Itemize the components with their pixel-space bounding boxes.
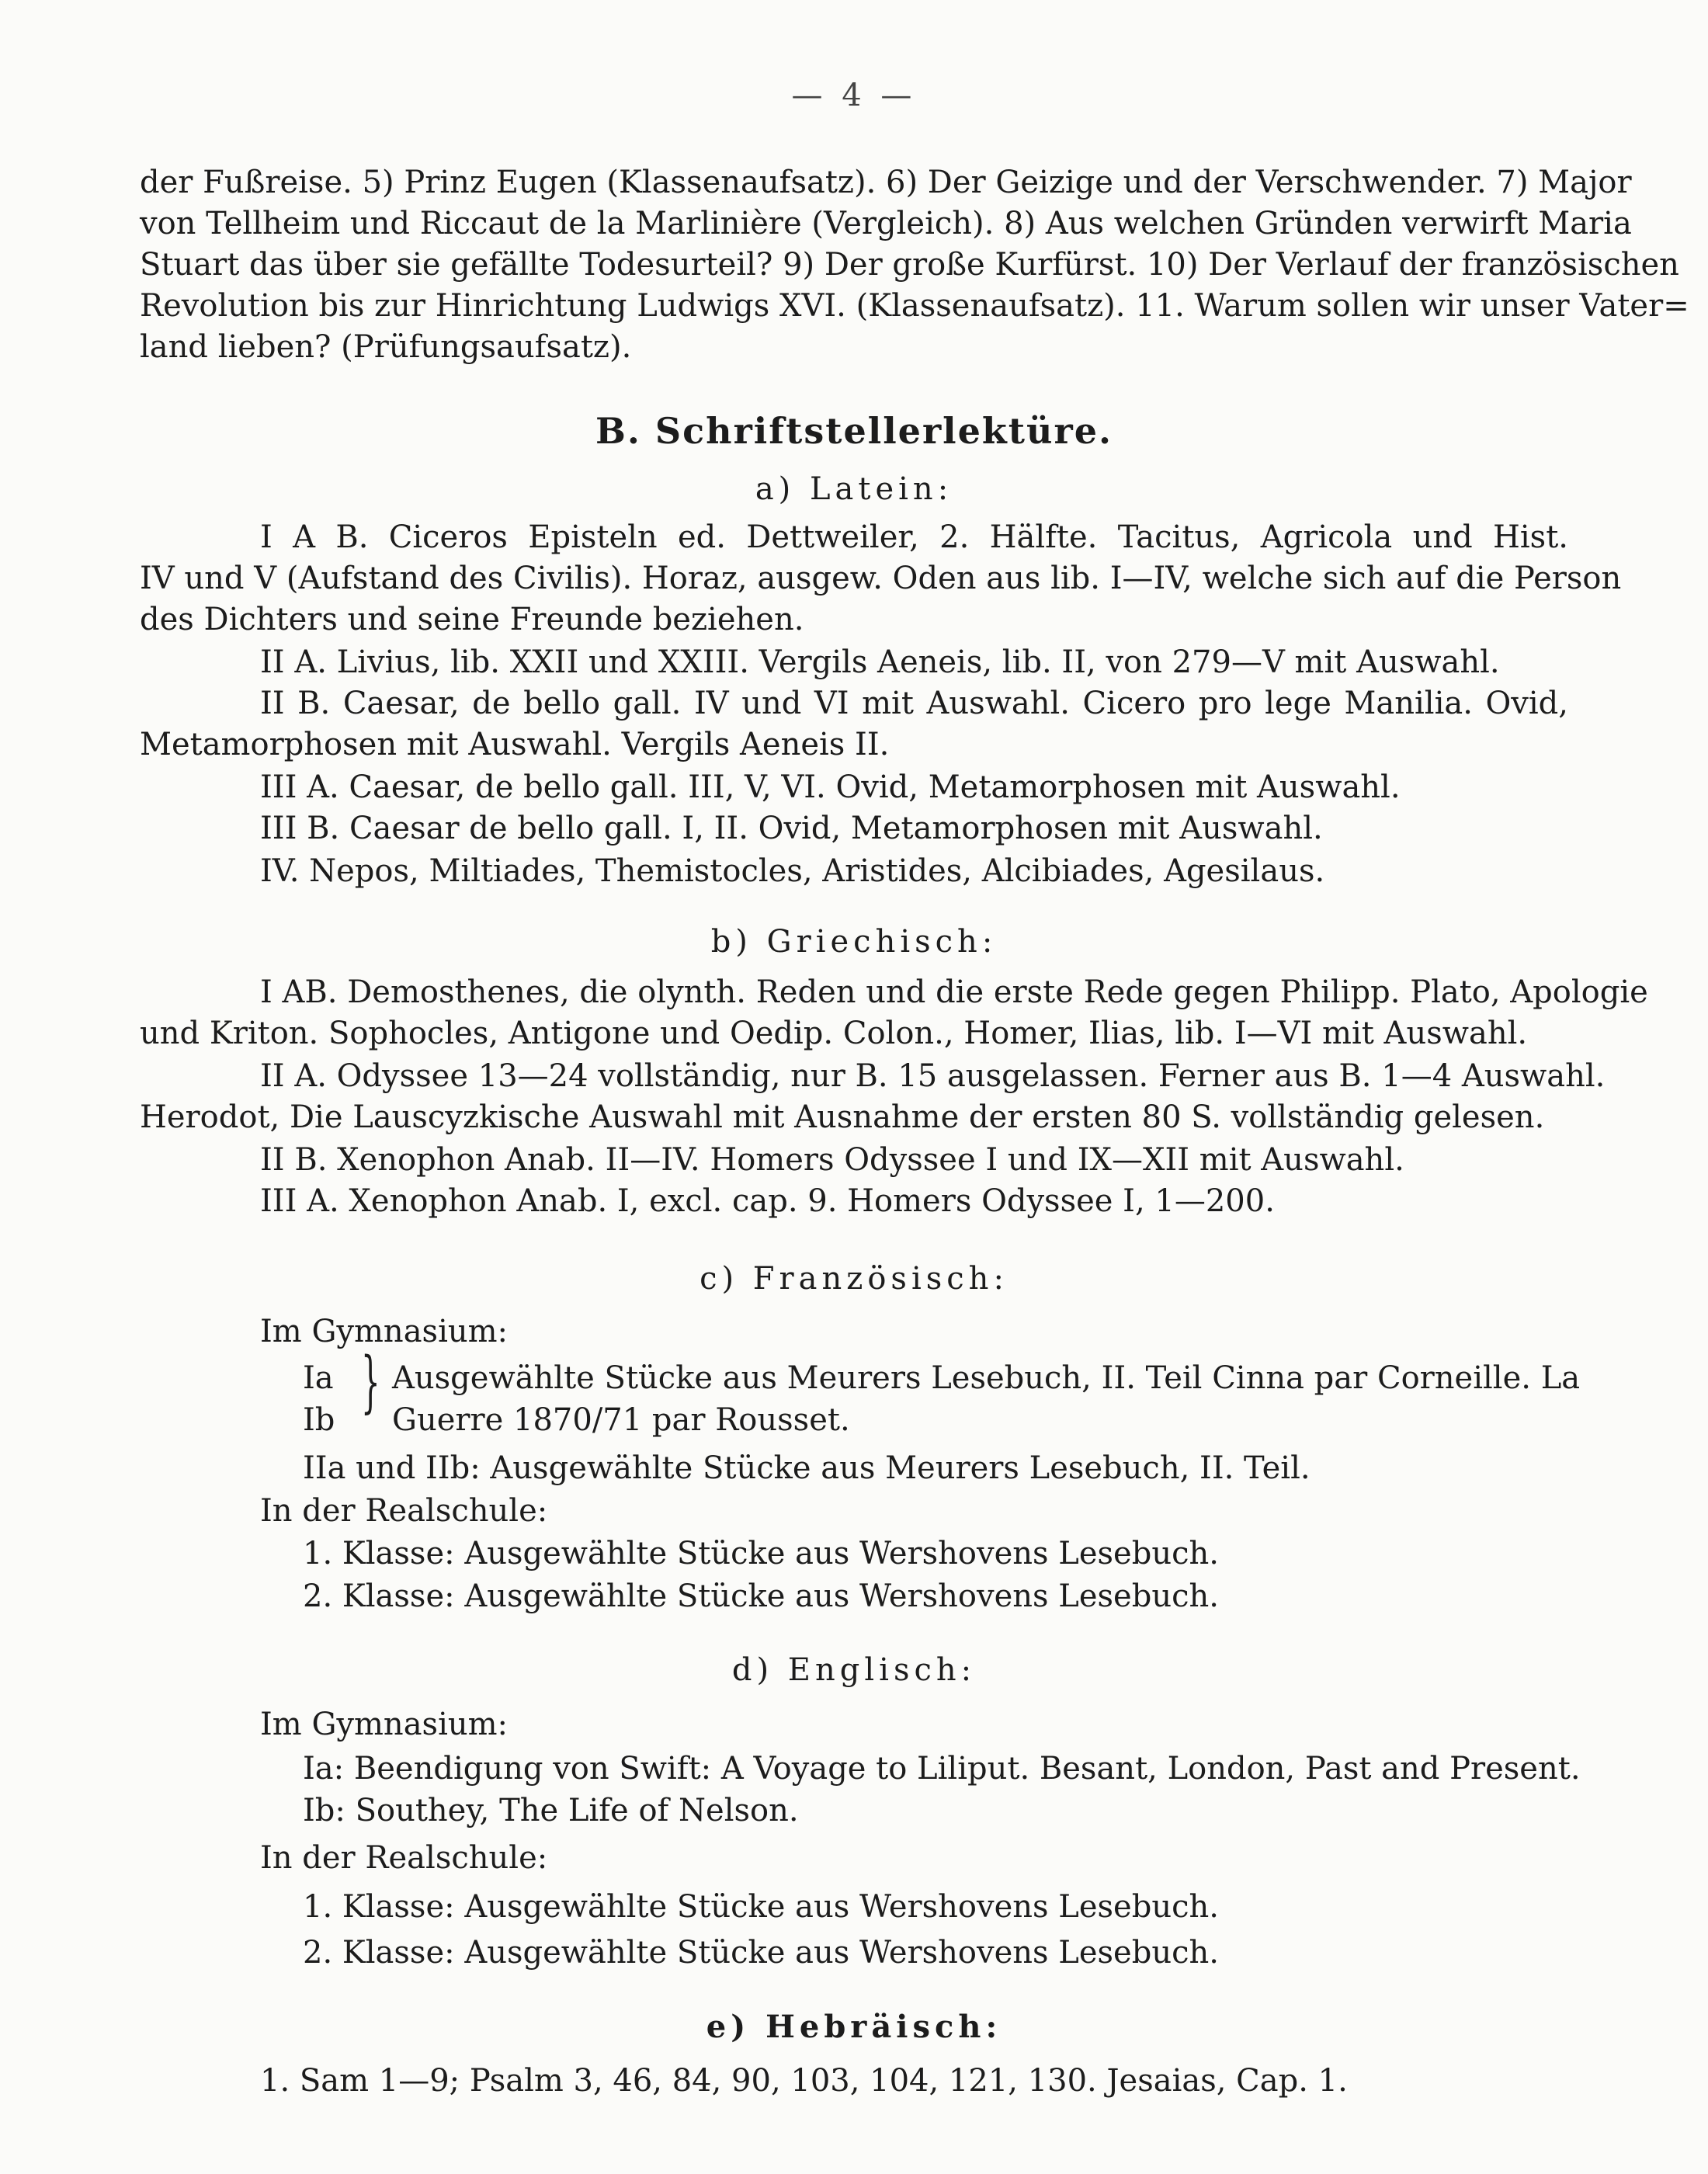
intro-line: land lieben? (Prüfungsaufsatz). <box>140 329 632 365</box>
intro-line: Stuart das über sie gefällte Todesurteil? 9) Der große Kurfürst. 10) Der Verlauf der französischen <box>140 247 1679 283</box>
hebraeisch-line: 1. Sam 1—9; Psalm 3, 46, 84, 90, 103, 104, 121, 130. Jesaias, Cap. 1. <box>260 2063 1348 2099</box>
franzoesisch-line: 2. Klasse: Ausgewählte Stücke aus Wershovens Lesebuch. <box>303 1578 1219 1614</box>
subsection-title: d) Englisch: <box>731 1652 977 1688</box>
griechisch-line: II B. Xenophon Anab. II—IV. Homers Odyssee I und IX—XII mit Auswahl. <box>260 1142 1404 1178</box>
intro-line: der Fußreise. 5) Prinz Eugen (Klassenaufsatz). 6) Der Geizige und der Verschwender. 7) Major <box>140 165 1632 200</box>
page-number: — 4 — <box>791 78 917 113</box>
class-label: Ib <box>303 1402 335 1438</box>
franzoesisch-line: Ausgewählte Stücke aus Meurers Lesebuch, II. Teil Cinna par Corneille. La <box>392 1360 1581 1396</box>
franzoesisch-line: Guerre 1870/71 par Rousset. <box>392 1402 850 1438</box>
latein-line: Metamorphosen mit Auswahl. Vergils Aeneis II. <box>140 727 890 762</box>
latein-line: IV und V (Aufstand des Civilis). Horaz, ausgew. Oden aus lib. I—IV, welche sich auf die Person <box>140 561 1622 596</box>
latein-line: III B. Caesar de bello gall. I, II. Ovid, Metamorphosen mit Auswahl. <box>260 811 1323 846</box>
intro-line: von Tellheim und Riccaut de la Marlinière (Vergleich). 8) Aus welchen Gründen verwirft Maria <box>140 206 1632 241</box>
englisch-line: 1. Klasse: Ausgewählte Stücke aus Wershovens Lesebuch. <box>303 1889 1219 1925</box>
griechisch-line: Herodot, Die Lauscyzkische Auswahl mit Ausnahme der ersten 80 S. vollständig gelesen. <box>140 1099 1545 1135</box>
realschule-label: In der Realschule: <box>260 1840 548 1876</box>
subsection-title: e) Hebräisch: <box>706 2009 1002 2045</box>
gymnasium-label: Im Gymnasium: <box>260 1707 509 1742</box>
griechisch-line: I AB. Demosthenes, die olynth. Reden und die erste Rede gegen Philipp. Plato, Apologie <box>260 974 1648 1010</box>
griechisch-line: III A. Xenophon Anab. I, excl. cap. 9. Homers Odyssee I, 1—200. <box>260 1183 1275 1219</box>
griechisch-line: und Kriton. Sophocles, Antigone und Oedip. Colon., Homer, Ilias, lib. I—VI mit Auswahl. <box>140 1016 1528 1051</box>
section-heading: B. Schriftstellerlektüre. <box>595 410 1113 452</box>
griechisch-line: II A. Odyssee 13—24 vollständig, nur B. 15 ausgelassen. Ferner aus B. 1—4 Auswahl. <box>260 1058 1606 1094</box>
latein-line: II A. Livius, lib. XXII und XXIII. Vergils Aeneis, lib. II, von 279—V mit Auswahl. <box>260 644 1500 680</box>
englisch-line: Ib: Southey, The Life of Nelson. <box>303 1793 799 1828</box>
franzoesisch-line: IIa und IIb: Ausgewählte Stücke aus Meurers Lesebuch, II. Teil. <box>303 1450 1311 1486</box>
gymnasium-label: Im Gymnasium: <box>260 1314 509 1349</box>
latein-line: IV. Nepos, Miltiades, Themistocles, Aristides, Alcibiades, Agesilaus. <box>260 853 1325 889</box>
englisch-line: Ia: Beendigung von Swift: A Voyage to Liliput. Besant, London, Past and Present. <box>303 1751 1581 1787</box>
latein-line: I A B. Ciceros Episteln ed. Dettweiler, 2. Hälfte. Tacitus, Agricola und Hist. <box>260 519 1568 555</box>
franzoesisch-line: 1. Klasse: Ausgewählte Stücke aus Wershovens Lesebuch. <box>303 1536 1219 1571</box>
latein-line: des Dichters und seine Freunde beziehen. <box>140 602 804 637</box>
latein-line: III A. Caesar, de bello gall. III, V, VI. Ovid, Metamorphosen mit Auswahl. <box>260 769 1401 805</box>
realschule-label: In der Realschule: <box>260 1493 548 1529</box>
latein-line: II B. Caesar, de bello gall. IV und VI mit Auswahl. Cicero pro lege Manilia. Ovid, <box>260 686 1568 721</box>
brace: } <box>361 1343 380 1421</box>
class-label: Ia <box>303 1360 334 1396</box>
intro-line: Revolution bis zur Hinrichtung Ludwigs XVI. (Klassenaufsatz). 11. Warum sollen wir unser Vater= <box>140 288 1689 324</box>
subsection-title: b) Griechisch: <box>710 924 998 960</box>
englisch-line: 2. Klasse: Ausgewählte Stücke aus Wershovens Lesebuch. <box>303 1935 1219 1971</box>
subsection-title: a) Latein: <box>755 471 953 507</box>
subsection-title: c) Französisch: <box>700 1261 1008 1297</box>
